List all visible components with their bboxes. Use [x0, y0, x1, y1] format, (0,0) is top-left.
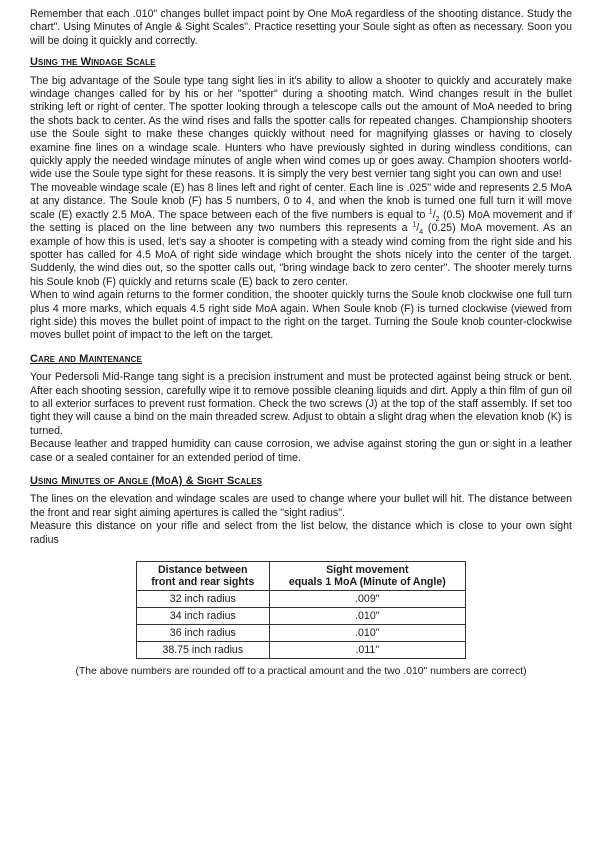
care-paragraph-1: Your Pedersoli Mid-Range tang sight is a precision instrument and must be protected against being struck or bent. After each shooting session, carefully wipe it to remove possible cleaning liquids and dirt. Apply a thin film of gun oil to all exterior surfaces to prevent rust formation. Check the two screws (J) at the top of the staff assembly. If set too tight they will cause a bind on the main threaded screw. Adjust to obtain a slight drag when the elevation knob (K) is turned.	[30, 371, 572, 437]
fraction-denominator: 4	[419, 229, 424, 237]
moa-paragraph-1: The lines on the elevation and windage scales are used to change where your bullet will hit. The distance between the front and rear sight aiming apertures is called the "sight radius".	[30, 493, 572, 519]
windage-paragraph-2: The moveable windage scale (E) has 8 lines left and right of center. Each line is .025" wide and represents 2.5 MoA at any distance. The Soule knob (F) has 5 numbers, 0 to 4, and when the knob is turned one full turn it will move scale (E) exactly 2.5 MoA. The space between each of the five numbers is equal to $^1/_2$ (0.5) MoA movement and if the setting is placed on the line between any two numbers this represents a $^1/_4$ (0.25) MoA movement. As an example of how this is used, let's say a shooter is competing with a steady wind coming from the right side and his spotter has called for 4.5 MoA of right side windage which brought the shots nicely into the center of the target. Suddenly, the wind dies out, so the spotter calls out, "bring windage back to zero center". The shooter merely turns his Soule knob (F) quickly and returns scale (E) back to zero center.	[30, 181, 572, 288]
windage-p2-part-b: (0.5) MoA movement and if the setting is placed on the line between any two numbers this represents a	[30, 208, 572, 235]
table-row	[137, 625, 466, 642]
column-header-movement	[269, 562, 465, 591]
header-distance-line-2: front and rear sights	[151, 576, 255, 589]
header-movement-line-2: equals 1 MoA (Minute of Angle)	[288, 576, 446, 589]
fraction-denominator: 2	[435, 215, 440, 223]
table-row	[137, 591, 466, 608]
windage-paragraph-1: The big advantage of the Soule type tang sight lies in it's ability to allow a shooter to quickly and accurately make windage changes called for by his or her "spotter" during a shooting match. Wind changes result in the bullet striking left or right of center. The spotter looking through a telescope calls out the amount of MoA needed to bring the shots back to center. As the wind rises and falls the spotter calls for repeated changes. Championship shooters use the Soule sight to make these changes quickly without need for magnifying glasses or having to closely examine fine lines on a windage scale. Hunters who have previously sighted in during windless conditions, can quickly apply the needed windage minutes of angle when wind comes up or goes away. Champion shooters world-wide use the Soule type sight for these reasons. It is simply the very best vernier tang sight you can own and use!	[30, 74, 572, 181]
distance-cell: 36 inch radius	[137, 625, 270, 642]
table-header-row	[137, 562, 466, 591]
windage-paragraph-3: When to wind again returns to the former condition, the shooter quickly turns the Soule knob clockwise one full turn plus 4 more marks, which equals 4.5 right side MoA again. When Soule knob (F) is turned clockwise (viewed from right side) this moves the bullet point of impact to the right on the target. Turning the Soule knob counter-clockwise moves bullet point of impact to the left on the target.	[30, 289, 572, 342]
table-footnote: (The above numbers are rounded off to a practical amount and the two .010" numbers are correct)	[75, 666, 527, 678]
movement-cell: .010"	[269, 608, 465, 625]
moa-paragraph-2: Measure this distance on your rifle and select from the list below, the distance which is close to your own sight radius	[30, 520, 572, 546]
movement-cell: .011"	[269, 642, 465, 659]
distance-cell: 34 inch radius	[137, 608, 270, 625]
windage-heading: Using the Windage Scale	[30, 56, 156, 69]
table-row	[137, 608, 466, 625]
distance-cell: 38.75 inch radius	[137, 642, 270, 659]
care-paragraph-2: Because leather and trapped humidity can cause corrosion, we advise against storing the gun or sight in a leather case or a sealed container for an extended period of time.	[30, 438, 572, 464]
header-movement-line-1: Sight movement	[326, 564, 409, 577]
distance-cell: 32 inch radius	[137, 591, 270, 608]
header-distance-line-1: Distance between	[158, 564, 248, 577]
intro-paragraph: Remember that each .010" changes bullet impact point by One MoA regardless of the shooting distance. Study the chart". Using Minutes of Angle & Sight Scales". Practice resetting your Soule sight as often as necessary. Soon you will be doing it quickly and correctly.	[30, 8, 572, 47]
movement-cell: .009"	[269, 591, 465, 608]
sight-radius-table	[136, 561, 466, 659]
column-header-distance	[137, 562, 270, 591]
windage-p2-part-a: The moveable windage scale (E) has 8 lines left and right of center. Each line is .025" wide and represents 2.5 MoA at any distance. The Soule knob (F) has 5 numbers, 0 to 4, and when the knob is turned one full turn it will move scale (E) exactly 2.5 MoA. The space between each of the five numbers is equal to	[30, 181, 572, 221]
moa-heading: Using Minutes of Angle (MoA) & Sight Scales	[30, 475, 263, 487]
care-heading: Care and Maintenance	[30, 352, 142, 365]
movement-cell: .010"	[269, 625, 465, 642]
windage-p2-part-c: (0.25) MoA movement. As an example of how this is used, let's say a shooter is competing with a steady wind coming from the right side and his spotter has called for 4.5 MoA of right side windage which brought the shots nicely into the center of the target. Suddenly, the wind dies out, so the spotter calls out, "bring windage back to zero center". The shooter merely turns his Soule knob (F) quickly and returns scale (E) back to zero center.	[30, 222, 572, 288]
table-row	[137, 642, 466, 659]
fraction-numerator: 1	[412, 221, 417, 229]
fraction-numerator: 1	[428, 208, 433, 216]
